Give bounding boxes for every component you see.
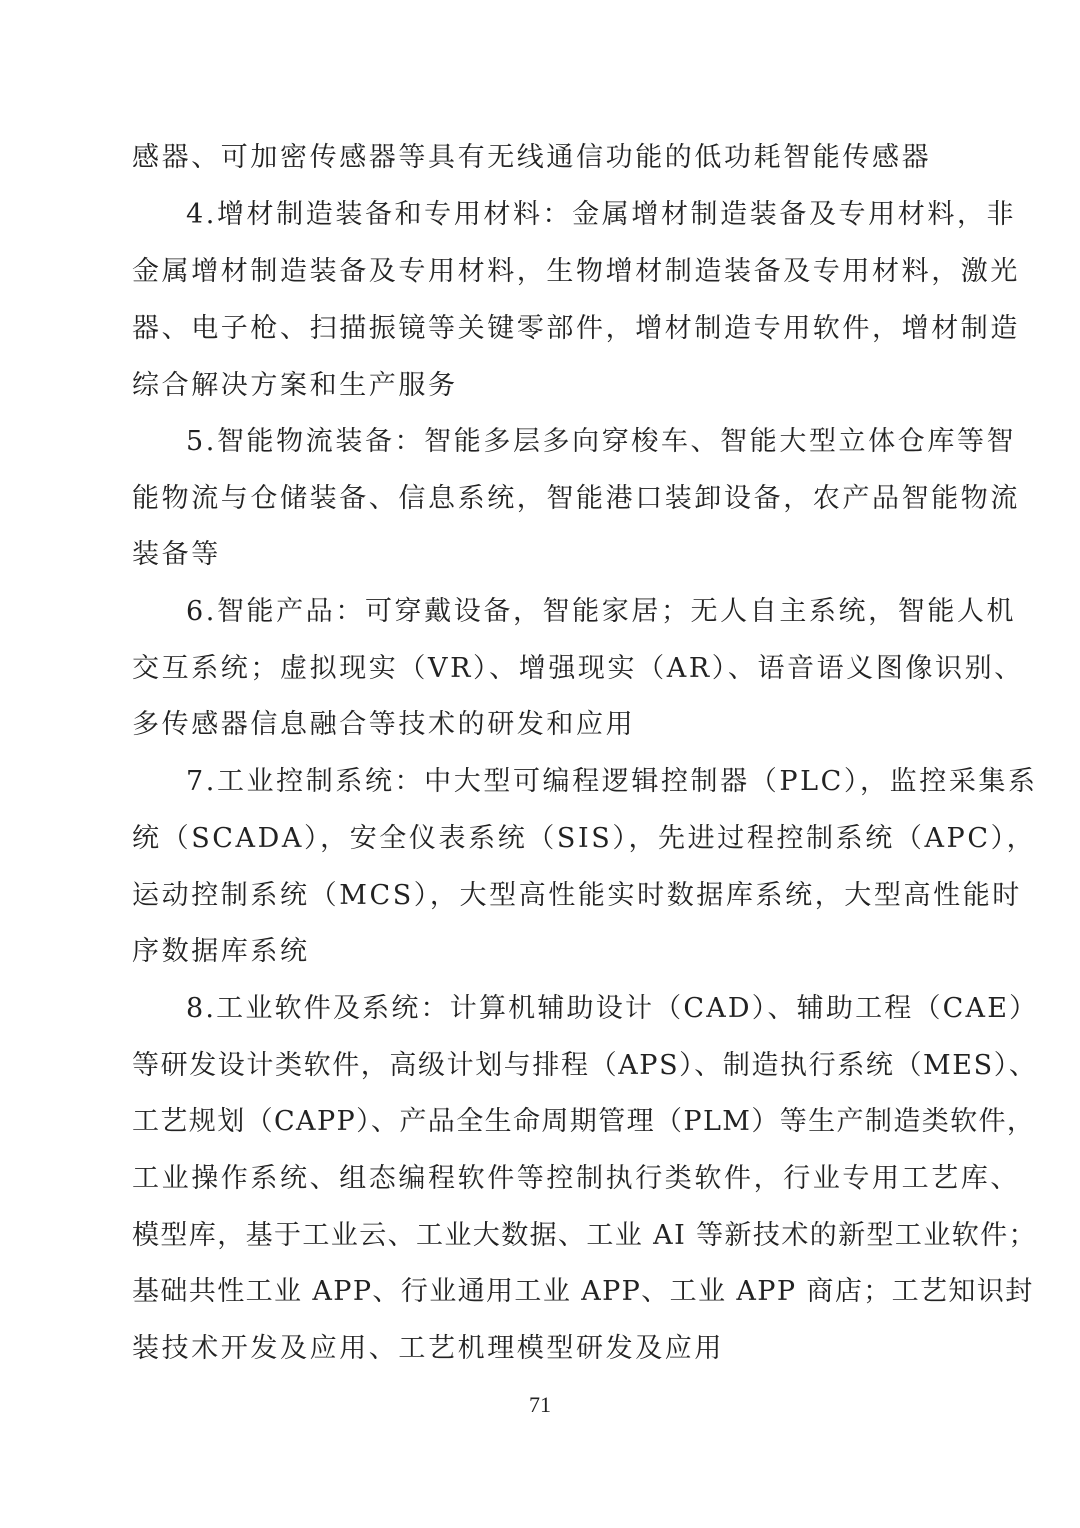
text-line: 基础共性工业 APP、行业通用工业 APP、工业 APP 商店；工艺知识封 [132, 1276, 1034, 1307]
text-line: 装备等 [132, 539, 221, 570]
text-line: 7.工业控制系统：中大型可编程逻辑控制器（PLC），监控采集系 [186, 766, 1038, 797]
text-line: 金属增材制造装备及专用材料，生物增材制造装备及专用材料，激光 [132, 256, 1020, 287]
page-number: 71 [529, 1392, 551, 1417]
text-line: 8.工业软件及系统：计算机辅助设计（CAD）、辅助工程（CAE） [186, 993, 1039, 1024]
text-line: 感器、可加密传感器等具有无线通信功能的低功耗智能传感器 [132, 142, 932, 173]
text-line: 序数据库系统 [132, 936, 310, 967]
text-line: 6.智能产品：可穿戴设备，智能家居；无人自主系统，智能人机 [186, 596, 1017, 627]
text-line: 装技术开发及应用、工艺机理模型研发及应用 [132, 1333, 724, 1364]
text-line: 工业操作系统、组态编程软件等控制执行类软件，行业专用工艺库、 [132, 1163, 1020, 1194]
text-line: 运动控制系统（MCS），大型高性能实时数据库系统，大型高性能时 [132, 880, 1022, 911]
text-line: 工艺规划（CAPP）、产品全生命周期管理（PLM）等生产制造类软件， [132, 1106, 1036, 1137]
text-line: 器、电子枪、扫描振镜等关键零部件，增材制造专用软件，增材制造 [132, 313, 1020, 344]
text-line: 模型库，基于工业云、工业大数据、工业 AI 等新技术的新型工业软件； [132, 1220, 1037, 1251]
text-line: 统（SCADA），安全仪表系统（SIS），先进过程控制系统（APC）， [132, 823, 1037, 854]
text-line: 5.智能物流装备：智能多层多向穿梭车、智能大型立体仓库等智 [186, 426, 1017, 457]
text-line: 等研发设计类软件，高级计划与排程（APS）、制造执行系统（MES）、 [132, 1050, 1038, 1081]
text-line: 多传感器信息融合等技术的研发和应用 [132, 709, 636, 740]
text-line: 能物流与仓储装备、信息系统，智能港口装卸设备，农产品智能物流 [132, 483, 1020, 514]
text-line: 4.增材制造装备和专用材料：金属增材制造装备及专用材料，非 [186, 199, 1017, 230]
text-line: 交互系统；虚拟现实（VR）、增强现实（AR）、语音语义图像识别、 [132, 653, 1024, 684]
text-line: 综合解决方案和生产服务 [132, 370, 458, 401]
